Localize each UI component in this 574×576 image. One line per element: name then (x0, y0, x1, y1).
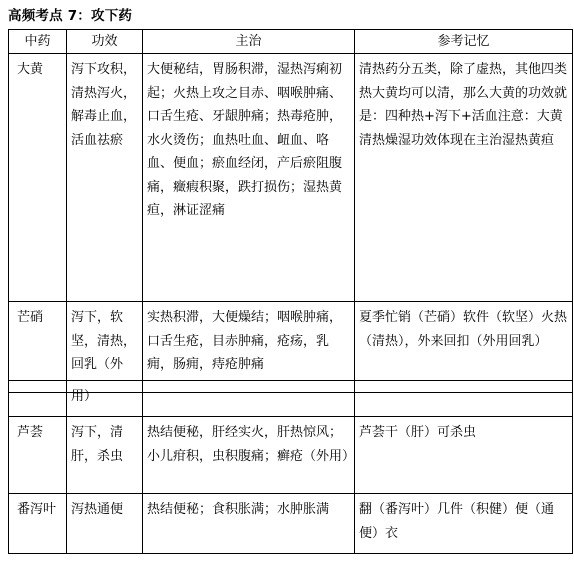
cell-indication: 实热积滞，大便燥结；咽喉肿痛，口舌生疮，目赤肿痛，疮疡，乳痈，肠痈，痔疮肿痛 (143, 302, 355, 393)
cell-memory: 芦荟干（肝）可杀虫 (355, 417, 573, 494)
cell-indication: 热结便秘；食积胀满；水肿胀满 (143, 494, 355, 554)
table-row (9, 302, 573, 393)
cell-memory: 夏季忙销（芒硝）软件（软坚）火热（清热），外来回扣（外用回乳） (355, 302, 573, 393)
table-header-row (9, 30, 573, 54)
cell-effect: 用） (67, 381, 143, 417)
cell-indication: 热结便秘，肝经实火，肝热惊风；小儿疳积，虫积腹痛；癣疮（外用） (143, 417, 355, 494)
cell-herb: 芒硝 (9, 302, 67, 393)
cell-herb (9, 381, 67, 417)
section-heading: 高频考点 7：攻下药 (8, 8, 133, 24)
cell-memory: 清热药分五类，除了虚热，其他四类热大黄均可以清，那么大黄的功效就是：四种热+泻下+活血注意：大黄清热燥湿功效体现在主治湿热黄疸 (355, 54, 573, 302)
header-cell-indication: 主治 (143, 30, 355, 54)
cell-indication (143, 381, 355, 417)
header-cell-effect: 功效 (67, 30, 143, 54)
table-row (9, 381, 573, 417)
table-row (9, 54, 573, 302)
cell-indication: 大便秘结，胃肠积滞，湿热泻痢初起；火热上攻之目赤、咽喉肿痛、口舌生疮、牙龈肿痛；热毒疮肿，水火烫伤；血热吐血、衄血、咯血、便血；瘀血经闭，产后瘀阻腹痛，癥瘕积聚，跌打损伤；湿热黄疸，淋证涩痛 (143, 54, 355, 302)
cell-effect: 泻下攻积，清热泻火，解毒止血，活血祛瘀 (67, 54, 143, 302)
herb-table-part-2 (8, 380, 573, 554)
cell-memory (355, 381, 573, 417)
cell-herb: 番泻叶 (9, 494, 67, 554)
cell-effect: 泻热通便 (67, 494, 143, 554)
table-row (9, 494, 573, 554)
cell-effect: 泻下，清肝，杀虫 (67, 417, 143, 494)
table-row (9, 417, 573, 494)
cell-memory: 翻（番泻叶）几件（积健）便（通便）衣 (355, 494, 573, 554)
cell-herb: 芦荟 (9, 417, 67, 494)
header-cell-memory: 参考记忆 (355, 30, 573, 54)
cell-effect: 泻下，软坚，清热，回乳（外 (67, 302, 143, 393)
herb-table-part-1 (8, 29, 573, 393)
cell-herb: 大黄 (9, 54, 67, 302)
header-cell-herb: 中药 (9, 30, 67, 54)
